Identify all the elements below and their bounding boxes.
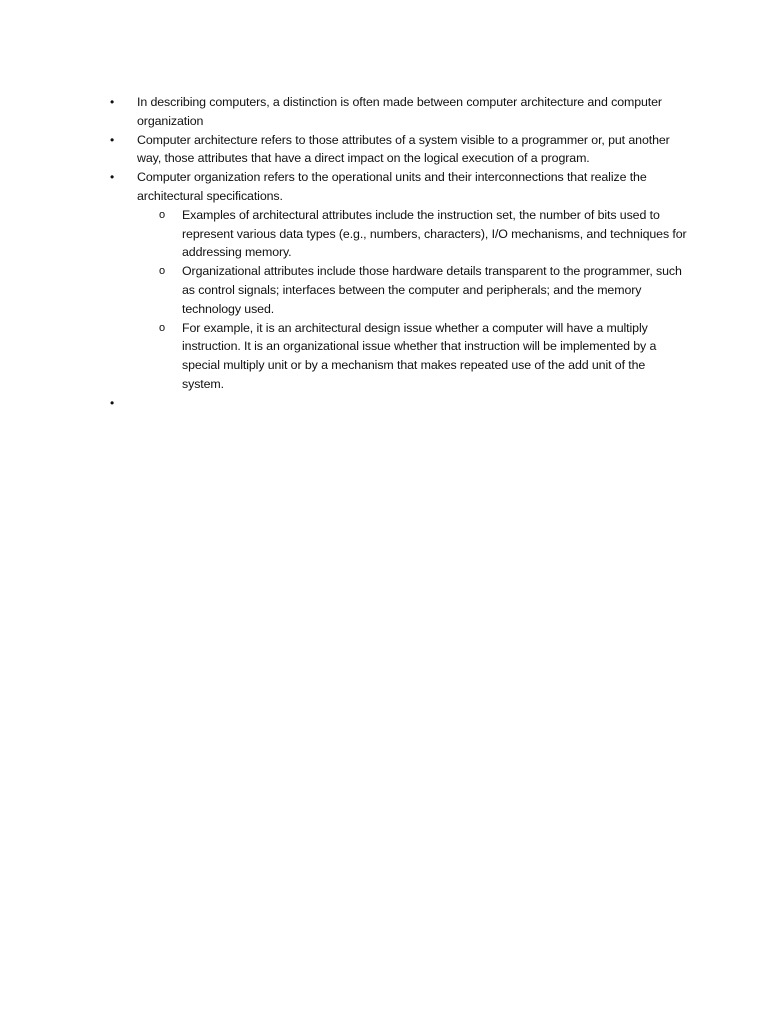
sub-bullet-marker: o [159, 265, 166, 278]
bullet-text: Computer organization refers to the operational units and their interconnections that realize the architectural specifications. [137, 170, 647, 203]
sub-bullet-item [137, 319, 690, 394]
empty-bullet-item [110, 394, 690, 413]
sub-bullet-text: For example, it is an architectural design issue whether a computer will have a multiply instruction. It is an organizational issue whether that instruction will be implemented by a special multiply unit or by a mechanism that makes repeated use of the add unit of the system. [182, 320, 657, 391]
sub-bullet-list [137, 206, 690, 394]
bullet-text: Computer architecture refers to those attributes of a system visible to a programmer or, put another way, those attributes that have a direct impact on the logical execution of a program. [137, 132, 670, 166]
sub-bullet-text: Examples of architectural attributes include the instruction set, the number of bits used to represent various data types (e.g., numbers, characters), I/O mechanisms, and techniques for addressing memory. [182, 207, 687, 260]
sub-bullet-marker: o [159, 208, 166, 221]
sub-bullet-text: Organizational attributes include those hardware details transparent to the programmer, such as control signals; interfaces between the computer and peripherals; and the memory technology used. [182, 264, 682, 316]
sub-bullet-marker: o [159, 321, 166, 334]
bullet-item [110, 168, 690, 394]
bullet-list [110, 93, 690, 413]
bullet-item [110, 93, 690, 131]
sub-bullet-item [137, 206, 690, 262]
sub-bullet-item [137, 262, 690, 318]
bullet-text: In describing computers, a distinction is often made between computer architecture and computer organization [137, 95, 662, 128]
bullet-item [110, 131, 690, 169]
